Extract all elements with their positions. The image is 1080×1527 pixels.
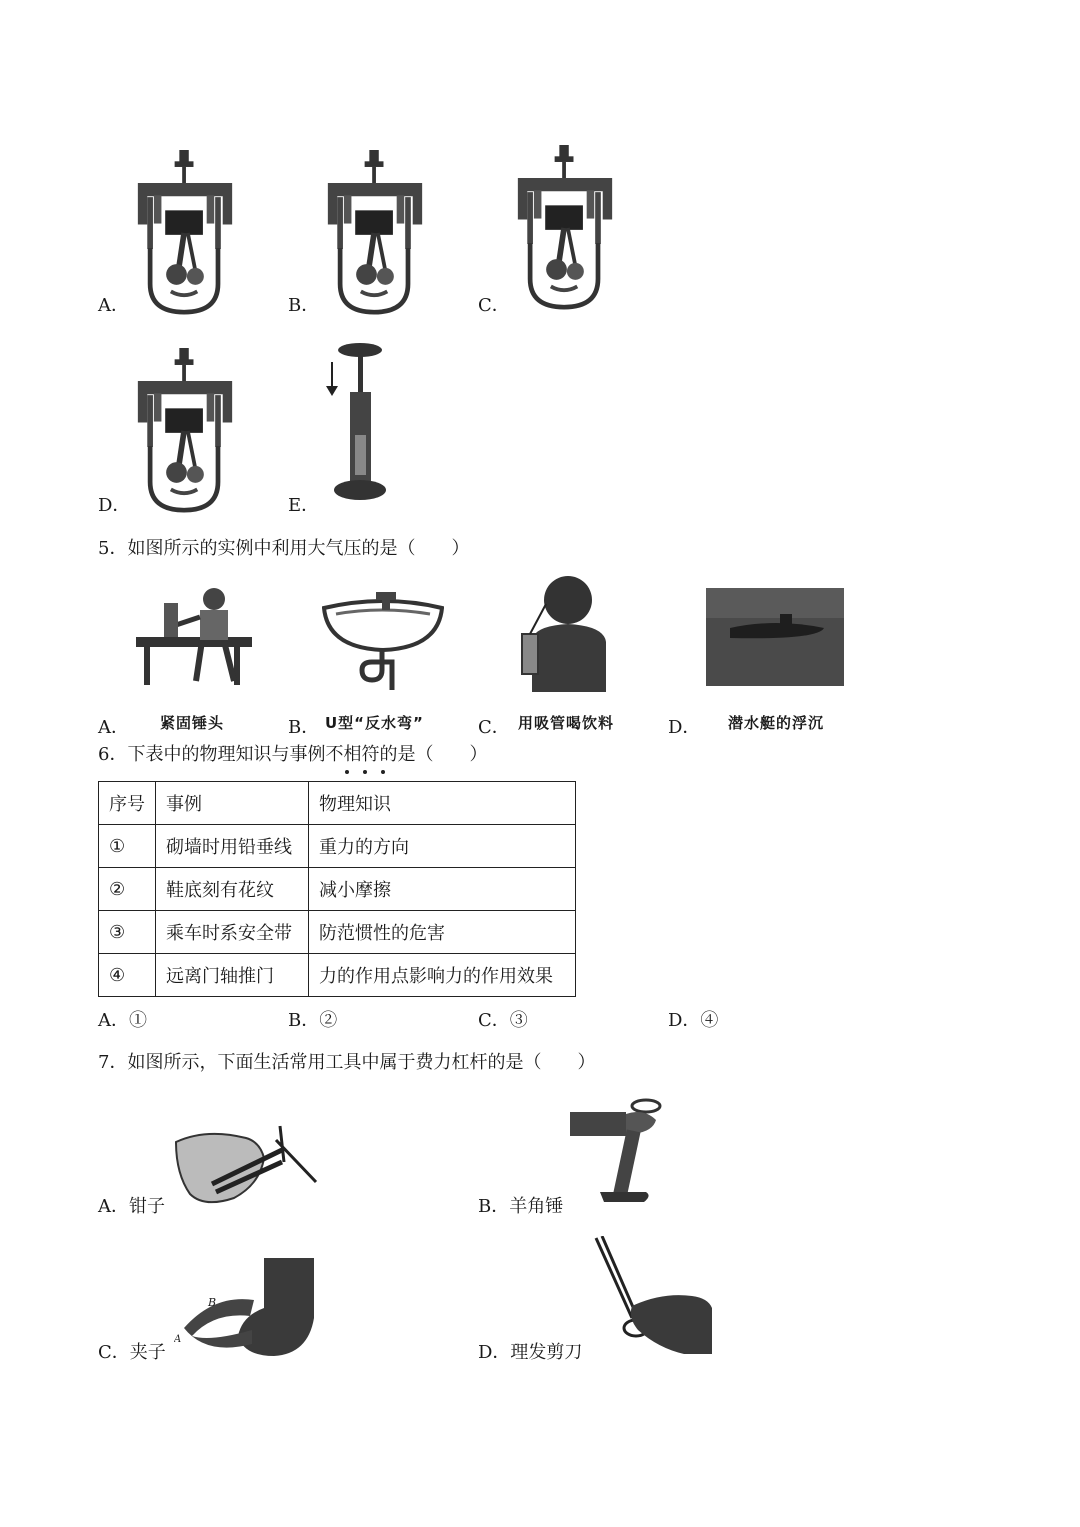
q5-caption-b: U型“反水弯”: [325, 714, 424, 732]
clip-mark-a: A: [174, 1334, 182, 1345]
emphasis-dot: [345, 770, 349, 774]
table-cell: 远离门轴推门: [156, 954, 309, 997]
table-header-row: [99, 782, 576, 825]
table-cell: ①: [99, 825, 156, 868]
engine-figure-c: [510, 145, 620, 310]
clip-mark-b: B: [208, 1296, 217, 1309]
q7-stem: 7．如图所示，下面生活常用工具中属于费力杠杆的是（ ）: [98, 1052, 596, 1073]
option-label-b: B．: [288, 295, 320, 316]
header-cell: 事例: [156, 782, 309, 825]
q5-label-d: D．: [668, 717, 701, 738]
q5-caption-d: 潜水艇的浮沉: [728, 714, 825, 732]
q7-figure-clip: [174, 1258, 316, 1358]
option-label-c: C．: [478, 295, 510, 316]
q7-option-c: C．夹子: [98, 1342, 166, 1363]
q6-option-c: C．③: [478, 1010, 528, 1031]
header-cell: 物理知识: [309, 782, 576, 825]
emphasis-dot: [381, 770, 385, 774]
q5-caption-c: 用吸管喝饮料: [518, 714, 615, 732]
q6-stem: 6．下表中的物理知识与事例不相符的是（ ）: [98, 744, 488, 765]
q5-caption-a: 紧固锤头: [160, 714, 225, 732]
q7-figure-scissors: [592, 1236, 714, 1358]
header-cell: 序号: [99, 782, 156, 825]
table-cell: ③: [99, 911, 156, 954]
table-row: [99, 911, 576, 954]
table-cell: 乘车时系安全带: [156, 911, 309, 954]
q7-option-d: D．理发剪刀: [478, 1342, 583, 1363]
q5-label-a: A．: [98, 717, 129, 738]
emphasis-dot: [363, 770, 367, 774]
table-cell: 防范惯性的危害: [309, 911, 576, 954]
q7-figure-pliers: [172, 1120, 318, 1212]
option-label-a: A．: [98, 295, 129, 316]
table-cell: 砌墙时用铅垂线: [156, 825, 309, 868]
q7-option-a: A．钳子: [98, 1196, 165, 1217]
q5-figure-c: [518, 572, 610, 692]
table-row: [99, 825, 576, 868]
q5-label-b: B．: [288, 717, 320, 738]
q5-label-c: C．: [478, 717, 510, 738]
table-row: [99, 954, 576, 997]
pump-figure-e: [320, 340, 390, 510]
table-cell: 力的作用点影响力的作用效果: [309, 954, 576, 997]
engine-figure-d: [130, 348, 240, 513]
table-cell: 减小摩擦: [309, 868, 576, 911]
table-cell: 鞋底刻有花纹: [156, 868, 309, 911]
q5-stem: 5．如图所示的实例中利用大气压的是（ ）: [98, 538, 470, 559]
engine-figure-b: [320, 150, 430, 315]
q5-figure-d: [706, 588, 844, 686]
q7-figure-hammer: [566, 1092, 666, 1212]
table-cell: ④: [99, 954, 156, 997]
q7-option-b: B．羊角锤: [478, 1196, 564, 1217]
table-row: [99, 868, 576, 911]
knowledge-table: [98, 781, 576, 997]
q6-option-a: A．①: [98, 1010, 147, 1031]
q6-option-b: B．②: [288, 1010, 338, 1031]
q6-option-d: D．④: [668, 1010, 719, 1031]
table-cell: ②: [99, 868, 156, 911]
table-cell: 重力的方向: [309, 825, 576, 868]
q5-figure-a: [134, 585, 254, 695]
option-label-e: E．: [288, 495, 320, 516]
engine-figure-a: [130, 150, 240, 315]
q5-figure-b: [322, 586, 444, 696]
option-label-d: D．: [98, 495, 131, 516]
